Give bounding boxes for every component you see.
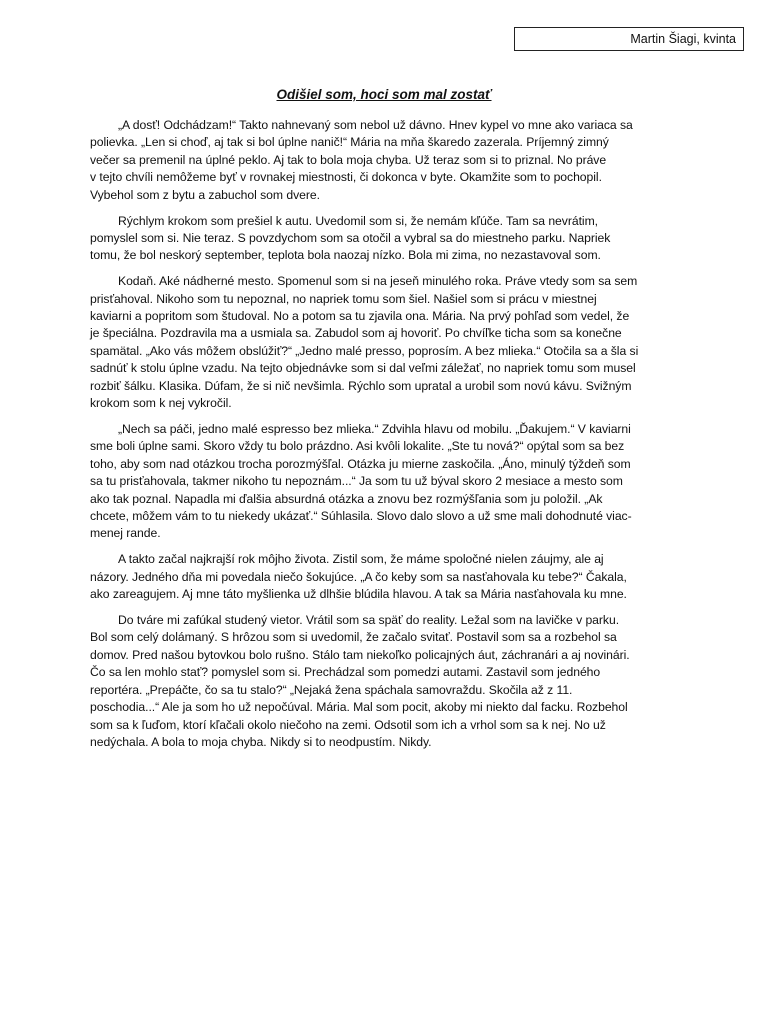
paragraph-line: polievka. „Len si choď, aj tak si bol úplne nanič!“ Mária na mňa škaredo zazerala. Príjemný zimný	[90, 135, 609, 150]
paragraph-line: tomu, že bol neskorý september, teplota bola naozaj nízko. Bola mi zima, no nezastavoval som.	[90, 248, 601, 263]
document-title: Odišiel som, hoci som mal zostať	[276, 87, 492, 102]
paragraph-line: menej rande.	[90, 526, 161, 541]
paragraph-line: A takto začal najkrajší rok môjho života. Zistil som, že máme spoločné nielen záujmy, ale aj	[118, 552, 604, 567]
paragraph-line: ako zareagujem. Aj mne táto myšlienka už dlhšie blúdila hlavou. A tak sa Mária nasťahovala ku mne.	[90, 587, 627, 602]
paragraph-line: Kodaň. Aké nádherné mesto. Spomenul som si na jeseň minulého roka. Práve vtedy som sa sem	[118, 274, 638, 289]
paragraph	[90, 551, 678, 603]
paragraph-line: Bol som celý dolámaný. S hrôzou som si uvedomil, že začalo svitať. Postavil som sa a rozbehol sa	[90, 630, 617, 645]
paragraph-line: Do tváre mi zafúkal studený vietor. Vrátil som sa späť do reality. Ležal som na lavičke v parku.	[118, 613, 620, 628]
paragraph	[90, 117, 678, 204]
paragraph-line: poschodia...“ Ale ja som ho už nepočúval. Mária. Mal som pocit, akoby mi niekto dal facku. Rozbehol	[90, 700, 628, 715]
paragraph-line: Vybehol som z bytu a zabuchol som dvere.	[90, 187, 320, 202]
paragraph-line: večer sa premenil na úplné peklo. Aj tak to bola moja chyba. Už teraz som si to priznal. No práve	[90, 152, 607, 167]
paragraph-line: rozbiť šálku. Klasika. Dúfam, že si nič nevšimla. Rýchlo som upratal a urobil som novú kávu. Svižným	[90, 378, 632, 393]
paragraph-line: „A dosť! Odchádzam!“ Takto nahnevaný som nebol už dávno. Hnev kypel vo mne ako variaca sa	[118, 118, 633, 132]
paragraph	[90, 612, 678, 751]
paragraph-line: nedýchala. A bola to moja chyba. Nikdy si to neodpustím. Nikdy.	[90, 734, 432, 749]
paragraph-line: pomyslel som si. Nie teraz. S povzdychom som sa otočil a vybral sa do miestneho parku. Napriek	[90, 230, 611, 245]
paragraph-line: „Nech sa páči, jedno malé espresso bez mlieka.“ Zdvihla hlavu od mobilu. „Ďakujem.“ V kaviarni	[118, 422, 631, 436]
paragraph-line: som sa k ľuďom, ktorí kľačali okolo niečoho na zemi. Odsotil som ich a vrhol som sa k nej. No už	[90, 717, 606, 732]
paragraph	[90, 213, 678, 265]
document-body	[90, 117, 678, 760]
paragraph-line: chcete, môžem vám to tu niekedy ukázať.“ Súhlasila. Slovo dalo slovo a už sme mali dohodnuté viac-	[90, 509, 632, 524]
paragraph-line: názory. Jedného dňa mi povedala niečo šokujúce. „A čo keby som sa nasťahovala ku tebe?“ Čakala,	[90, 569, 627, 584]
paragraph-line: Čo sa len mohlo stať? pomyslel som si. Prechádzal som pomedzi autami. Zastavil som jedného	[90, 665, 601, 680]
paragraph-line: toho, aby som nad otázkou trocha porozmýšľal. Otázka ju mierne zaskočila. „Áno, minulý týždeň som	[90, 456, 631, 471]
paragraph-line: sadnúť k stolu úplne vzadu. Na tejto objednávke som si dal veľmi záležať, no napriek tomu som musel	[90, 361, 636, 376]
paragraph-line: ako tak poznal. Napadla mi ďalšia absurdná otázka a znovu bez rozmýšľania som ju položil. „Ak	[90, 491, 603, 506]
paragraph-line: spamätal. „Ako vás môžem obslúžiť?“ „Jedno malé presso, poprosím. A bez mlieka.“ Otočila sa a šla si	[90, 343, 639, 358]
paragraph-line: sme boli úplne sami. Skoro vždy tu bolo prázdno. Asi kvôli lokalite. „Ste tu nová?“ opýtal som sa bez	[90, 439, 625, 454]
paragraph-line: domov. Pred našou bytovkou bolo rušno. Stálo tam niekoľko policajných áut, záchranári a aj novinári.	[90, 647, 630, 662]
paragraph-line: Rýchlym krokom som prešiel k autu. Uvedomil som si, že nemám kľúče. Tam sa nevrátim,	[118, 213, 599, 228]
paragraph	[90, 273, 678, 412]
paragraph-line: je špeciálna. Pozdravila ma a usmiala sa. Zabudol som aj hovoriť. Po chvíľke ticha som sa konečne	[90, 326, 622, 341]
paragraph	[90, 421, 678, 543]
paragraph-line: reportéra. „Prepáčte, čo sa tu stalo?“ „Nejaká žena spáchala samovraždu. Skočila až z 11.	[90, 682, 573, 697]
paragraph-line: prisťahoval. Nikoho som tu nepoznal, no napriek tomu som šiel. Našiel som si prácu v miestnej	[90, 291, 597, 306]
paragraph-line: sa tu prisťahovala, takmer nikoho tu nepoznám...“ Ja som tu už býval skoro 2 mesiace a mesto som	[90, 474, 623, 489]
paragraph-line: kaviarni a popritom som študoval. No a potom sa tu zjavila ona. Mária. Na prvý pohľad som vedel, že	[90, 309, 630, 324]
author-box	[514, 27, 744, 51]
paragraph-line: v tejto chvíli nemôžeme byť v rovnakej miestnosti, či dokonca v byte. Okamžite som to pochopil.	[90, 170, 602, 185]
author-name: Martin Šiagi, kvinta	[630, 32, 736, 46]
paragraph-line: krokom som k nej vykročil.	[90, 396, 232, 411]
